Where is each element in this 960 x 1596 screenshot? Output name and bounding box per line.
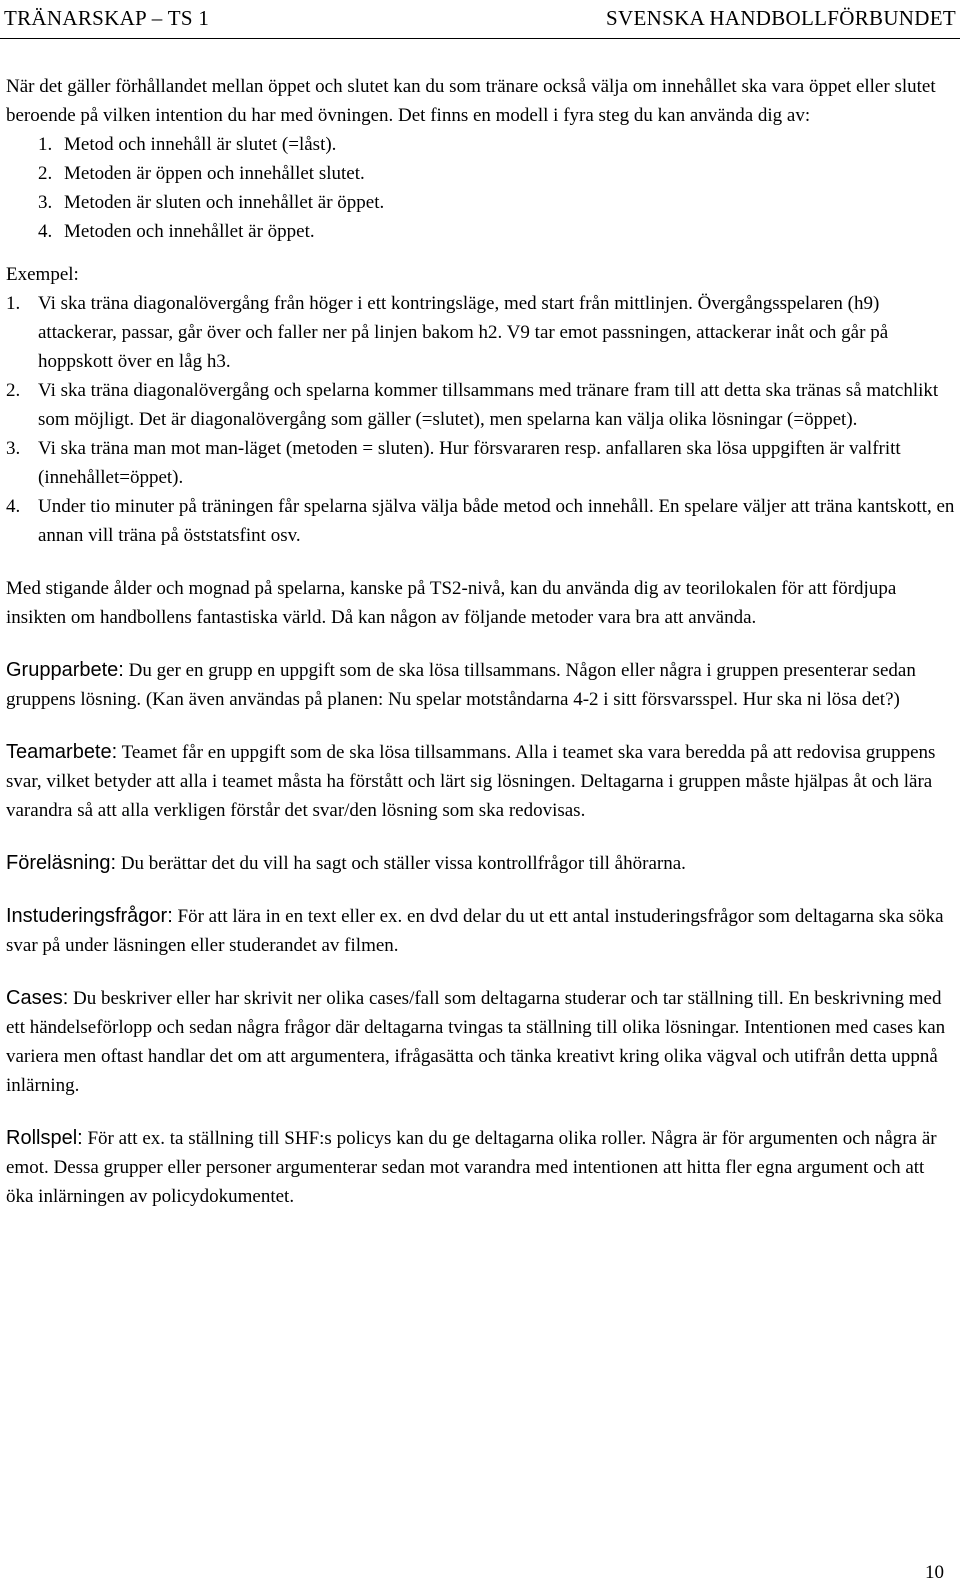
method-description: För att ex. ta ställning till SHF:s policys kan du ge deltagarna olika roller. Några är för argumenten och några är emot. Dessa grupper eller personer argumenterar sedan mot varandra med intentionen att hitta fler egna argument och att öka inlärningen av policydokumentet.: [6, 1128, 937, 1207]
intro-paragraph: När det gäller förhållandet mellan öppet och slutet kan du som tränare också välja om innehållet ska vara öppet eller slutet beroende på vilken intention du har med övningen. Det finns en modell i fyra steg du kan använda dig av:: [6, 76, 936, 126]
header-right-title: SVENSKA HANDBOLLFÖRBUNDET: [606, 6, 956, 30]
method-description: Du berättar det du vill ha sagt och ställer vissa kontrollfrågor till åhörarna.: [116, 853, 686, 874]
method-forelasning: [6, 849, 956, 878]
list-item: [38, 159, 956, 188]
item-text: Metoden är sluten och innehållet är öppet.: [64, 192, 385, 213]
item-number: 4.: [38, 221, 53, 242]
list-item: [38, 217, 956, 246]
method-term: Cases:: [6, 987, 69, 1009]
method-term: Grupparbete:: [6, 659, 124, 681]
method-term: Instuderingsfrågor:: [6, 905, 173, 927]
method-description: För att lära in en text eller ex. en dvd delar du ut ett antal instuderingsfrågor som deltagarna ska söka svar på under läsningen eller studerandet av filmen.: [6, 906, 944, 956]
item-number: 1.: [6, 293, 21, 314]
list-item: [6, 376, 956, 434]
item-text: Vi ska träna diagonalövergång och spelarna kommer tillsammans med tränare fram till att detta ska tränas så matchlikt som möjligt. Det är diagonalövergång som gäller (=slutet), men spelarna kan välja olika lösningar (=öppet).: [38, 380, 939, 430]
item-number: 2.: [38, 163, 53, 184]
list-item: [38, 188, 956, 217]
page-header: [0, 0, 960, 39]
method-term: Föreläsning:: [6, 852, 117, 874]
item-text: Metoden är öppen och innehållet slutet.: [64, 163, 365, 184]
header-left-title: TRÄNARSKAP – TS 1: [4, 6, 210, 30]
method-description: Teamet får en uppgift som de ska lösa tillsammans. Alla i teamet ska vara beredda på att redovisa gruppens svar, vilket betyder att alla i teamet måsta ha förstått och lärt sig lösningen. Deltagarna i gruppen måste hjälpas åt och lära varandra så att alla verkligen förstår det svar/den lösning som ska redovisas.: [6, 742, 936, 821]
item-number: 1.: [38, 134, 53, 155]
page-content: [6, 72, 956, 1211]
method-instuderingsfragor: [6, 902, 956, 960]
age-paragraph: Med stigande ålder och mognad på spelarna, kanske på TS2-nivå, kan du använda dig av teorilokalen för att fördjupa insikten om handbollens fantastiska värld. Då kan någon av följande metoder vara bra att använda.: [6, 578, 897, 628]
item-text: Vi ska träna man mot man-läget (metoden = sluten). Hur försvararen resp. anfallaren ska lösa uppgiften är valfritt (innehållet=öppet).: [38, 438, 901, 488]
list-item: [38, 130, 956, 159]
method-term: Teamarbete:: [6, 741, 118, 763]
item-text: Under tio minuter på träningen får spelarna själva välja både metod och innehåll. En spelare väljer att träna kantskott, en annan vill träna på öststatsfint osv.: [38, 496, 955, 546]
list-item: [6, 492, 956, 550]
example-label: Exempel:: [6, 264, 79, 285]
method-term: Rollspel:: [6, 1127, 83, 1149]
item-number: 2.: [6, 380, 21, 401]
method-description: Du ger en grupp en uppgift som de ska lösa tillsammans. Någon eller några i gruppen presenterar sedan gruppens lösning. (Kan även användas på planen: Nu spelar motståndarna 4-2 i sitt försvarsspel. Hur ska ni lösa det?): [6, 660, 916, 710]
page-number: 10: [925, 1562, 944, 1583]
list-item: [6, 434, 956, 492]
item-number: 3.: [38, 192, 53, 213]
list-item: [6, 289, 956, 376]
method-description: Du beskriver eller har skrivit ner olika cases/fall som deltagarna studerar och tar ställning till. En beskrivning med ett händelseförlopp och sedan några frågor där deltagarna tvingas ta ställning till olika lösningar. Intentionen med cases kan variera men oftast handlar det om att argumentera, ifrågasätta och tänka kreativt kring olika vägval och utifrån detta uppnå inlärning.: [6, 988, 946, 1096]
examples-list: [0, 289, 956, 550]
method-cases: [6, 984, 956, 1100]
item-text: Metoden och innehållet är öppet.: [64, 221, 315, 242]
item-text: Vi ska träna diagonalövergång från höger i ett kontringsläge, med start från mittlinjen. Övergångsspelaren (h9) attackerar, passar, går över och faller ner på linjen bakom h2. V9 tar emot passningen, attackerar inåt och går på hoppskott över en låg h3.: [38, 293, 889, 372]
method-rollspel: [6, 1124, 956, 1211]
item-number: 4.: [6, 496, 21, 517]
method-teamarbete: [6, 738, 956, 825]
item-number: 3.: [6, 438, 21, 459]
item-text: Metod och innehåll är slutet (=låst).: [64, 134, 337, 155]
method-grupparbete: [6, 656, 956, 714]
model-steps-list: [6, 130, 956, 246]
